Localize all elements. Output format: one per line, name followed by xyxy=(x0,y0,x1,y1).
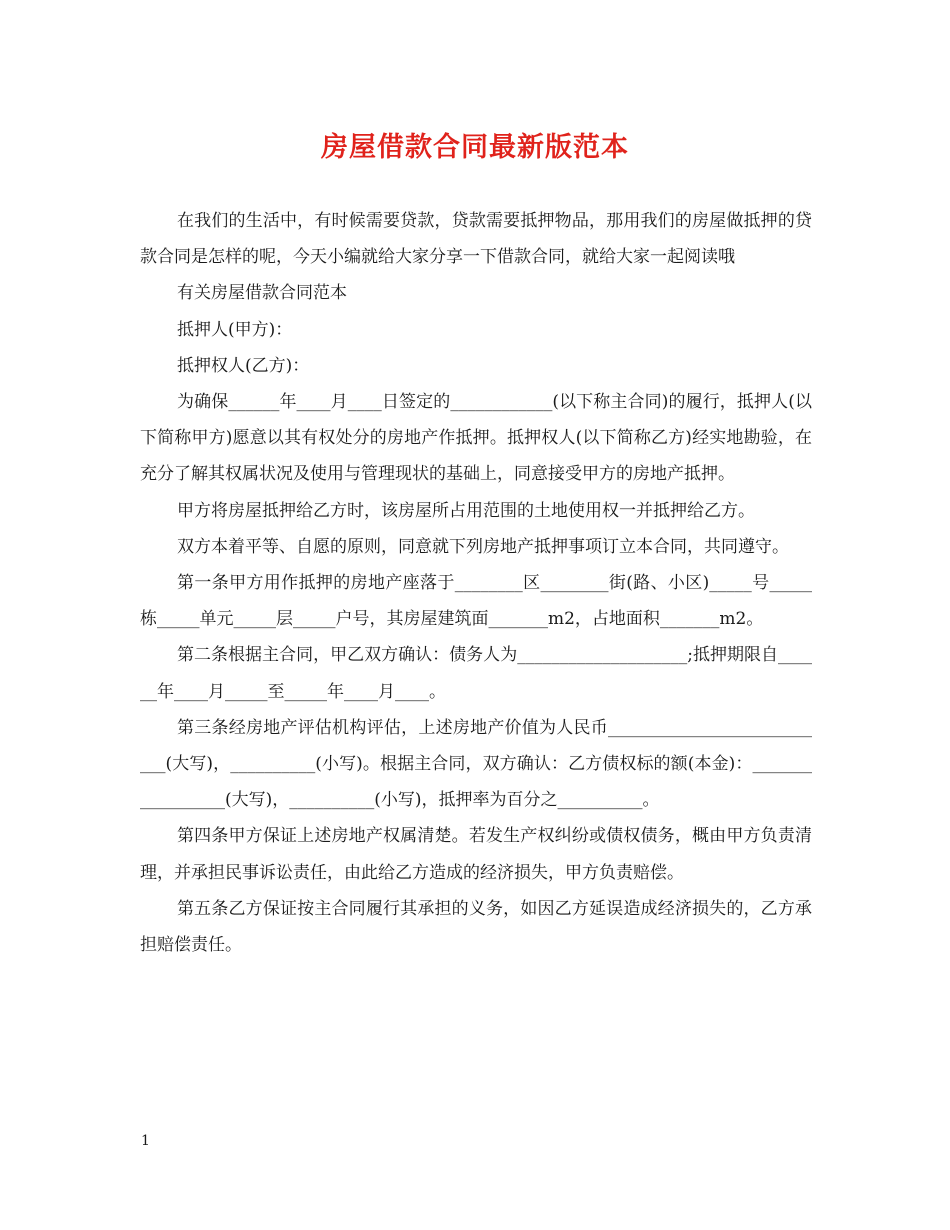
paragraph-purpose: 为确保______年____月____日签定的____________(以下称主合同)的履行，抵押人(以下简称甲方)愿意以其有权处分的房地产作抵押。抵押权人(以下简称乙方)经实地勘验，在充分了解其权属状况及使用与管理现状的基础上，同意接受甲方的房地产抵押。 xyxy=(140,392,812,485)
paragraph-intro: 在我们的生活中，有时候需要贷款，贷款需要抵押物品，那用我们的房屋做抵押的贷款合同是怎样的呢，今天小编就给大家分享一下借款合同，就给大家一起阅读哦 xyxy=(140,211,812,268)
paragraph-mortgagee: 抵押权人(乙方)： xyxy=(177,355,310,376)
paragraph-article-4: 第四条甲方保证上述房地产权属清楚。若发生产权纠纷或债权债务，概由甲方负责清理，并承担民事诉讼责任，由此给乙方造成的经济损失，甲方负责赔偿。 xyxy=(140,826,812,883)
paragraph-article-2: 第二条根据主合同，甲乙双方确认：债务人为____________________;抵押期限自______年____月_____至_____年____月____。 xyxy=(140,645,812,702)
document-title: 房屋借款合同最新版范本 xyxy=(321,132,629,163)
page-number: 1 xyxy=(141,1133,150,1149)
paragraph-heading: 有关房屋借款合同范本 xyxy=(177,283,347,304)
paragraph-article-5: 第五条乙方保证按主合同履行其承担的义务，如因乙方延误造成经济损失的，乙方承担赔偿责任。 xyxy=(140,898,812,956)
paragraph-mortgagor: 抵押人(甲方)： xyxy=(177,319,293,340)
document-body xyxy=(140,203,812,963)
paragraph-land-use: 甲方将房屋抵押给乙方时，该房屋所占用范围的土地使用权一并抵押给乙方。 xyxy=(177,500,755,521)
paragraph-article-1: 第一条甲方用作抵押的房地产座落于________区________街(路、小区)_____号_____栋_____单元_____层_____户号，其房屋建筑面_______m2，占地面积_______m2。 xyxy=(140,573,812,630)
paragraph-article-3: 第三条经房地产评估机构评估，上述房地产价值为人民币___________________________(大写)，__________(小写)。根据主合同，双方确认：乙方债权标的额(本金)：_________________(大写)，__________(小写)，抵押率为百分之__________。 xyxy=(140,717,812,811)
paragraph-principle: 双方本着平等、自愿的原则，同意就下列房地产抵押事项订立本合同，共同遵守。 xyxy=(177,536,789,557)
